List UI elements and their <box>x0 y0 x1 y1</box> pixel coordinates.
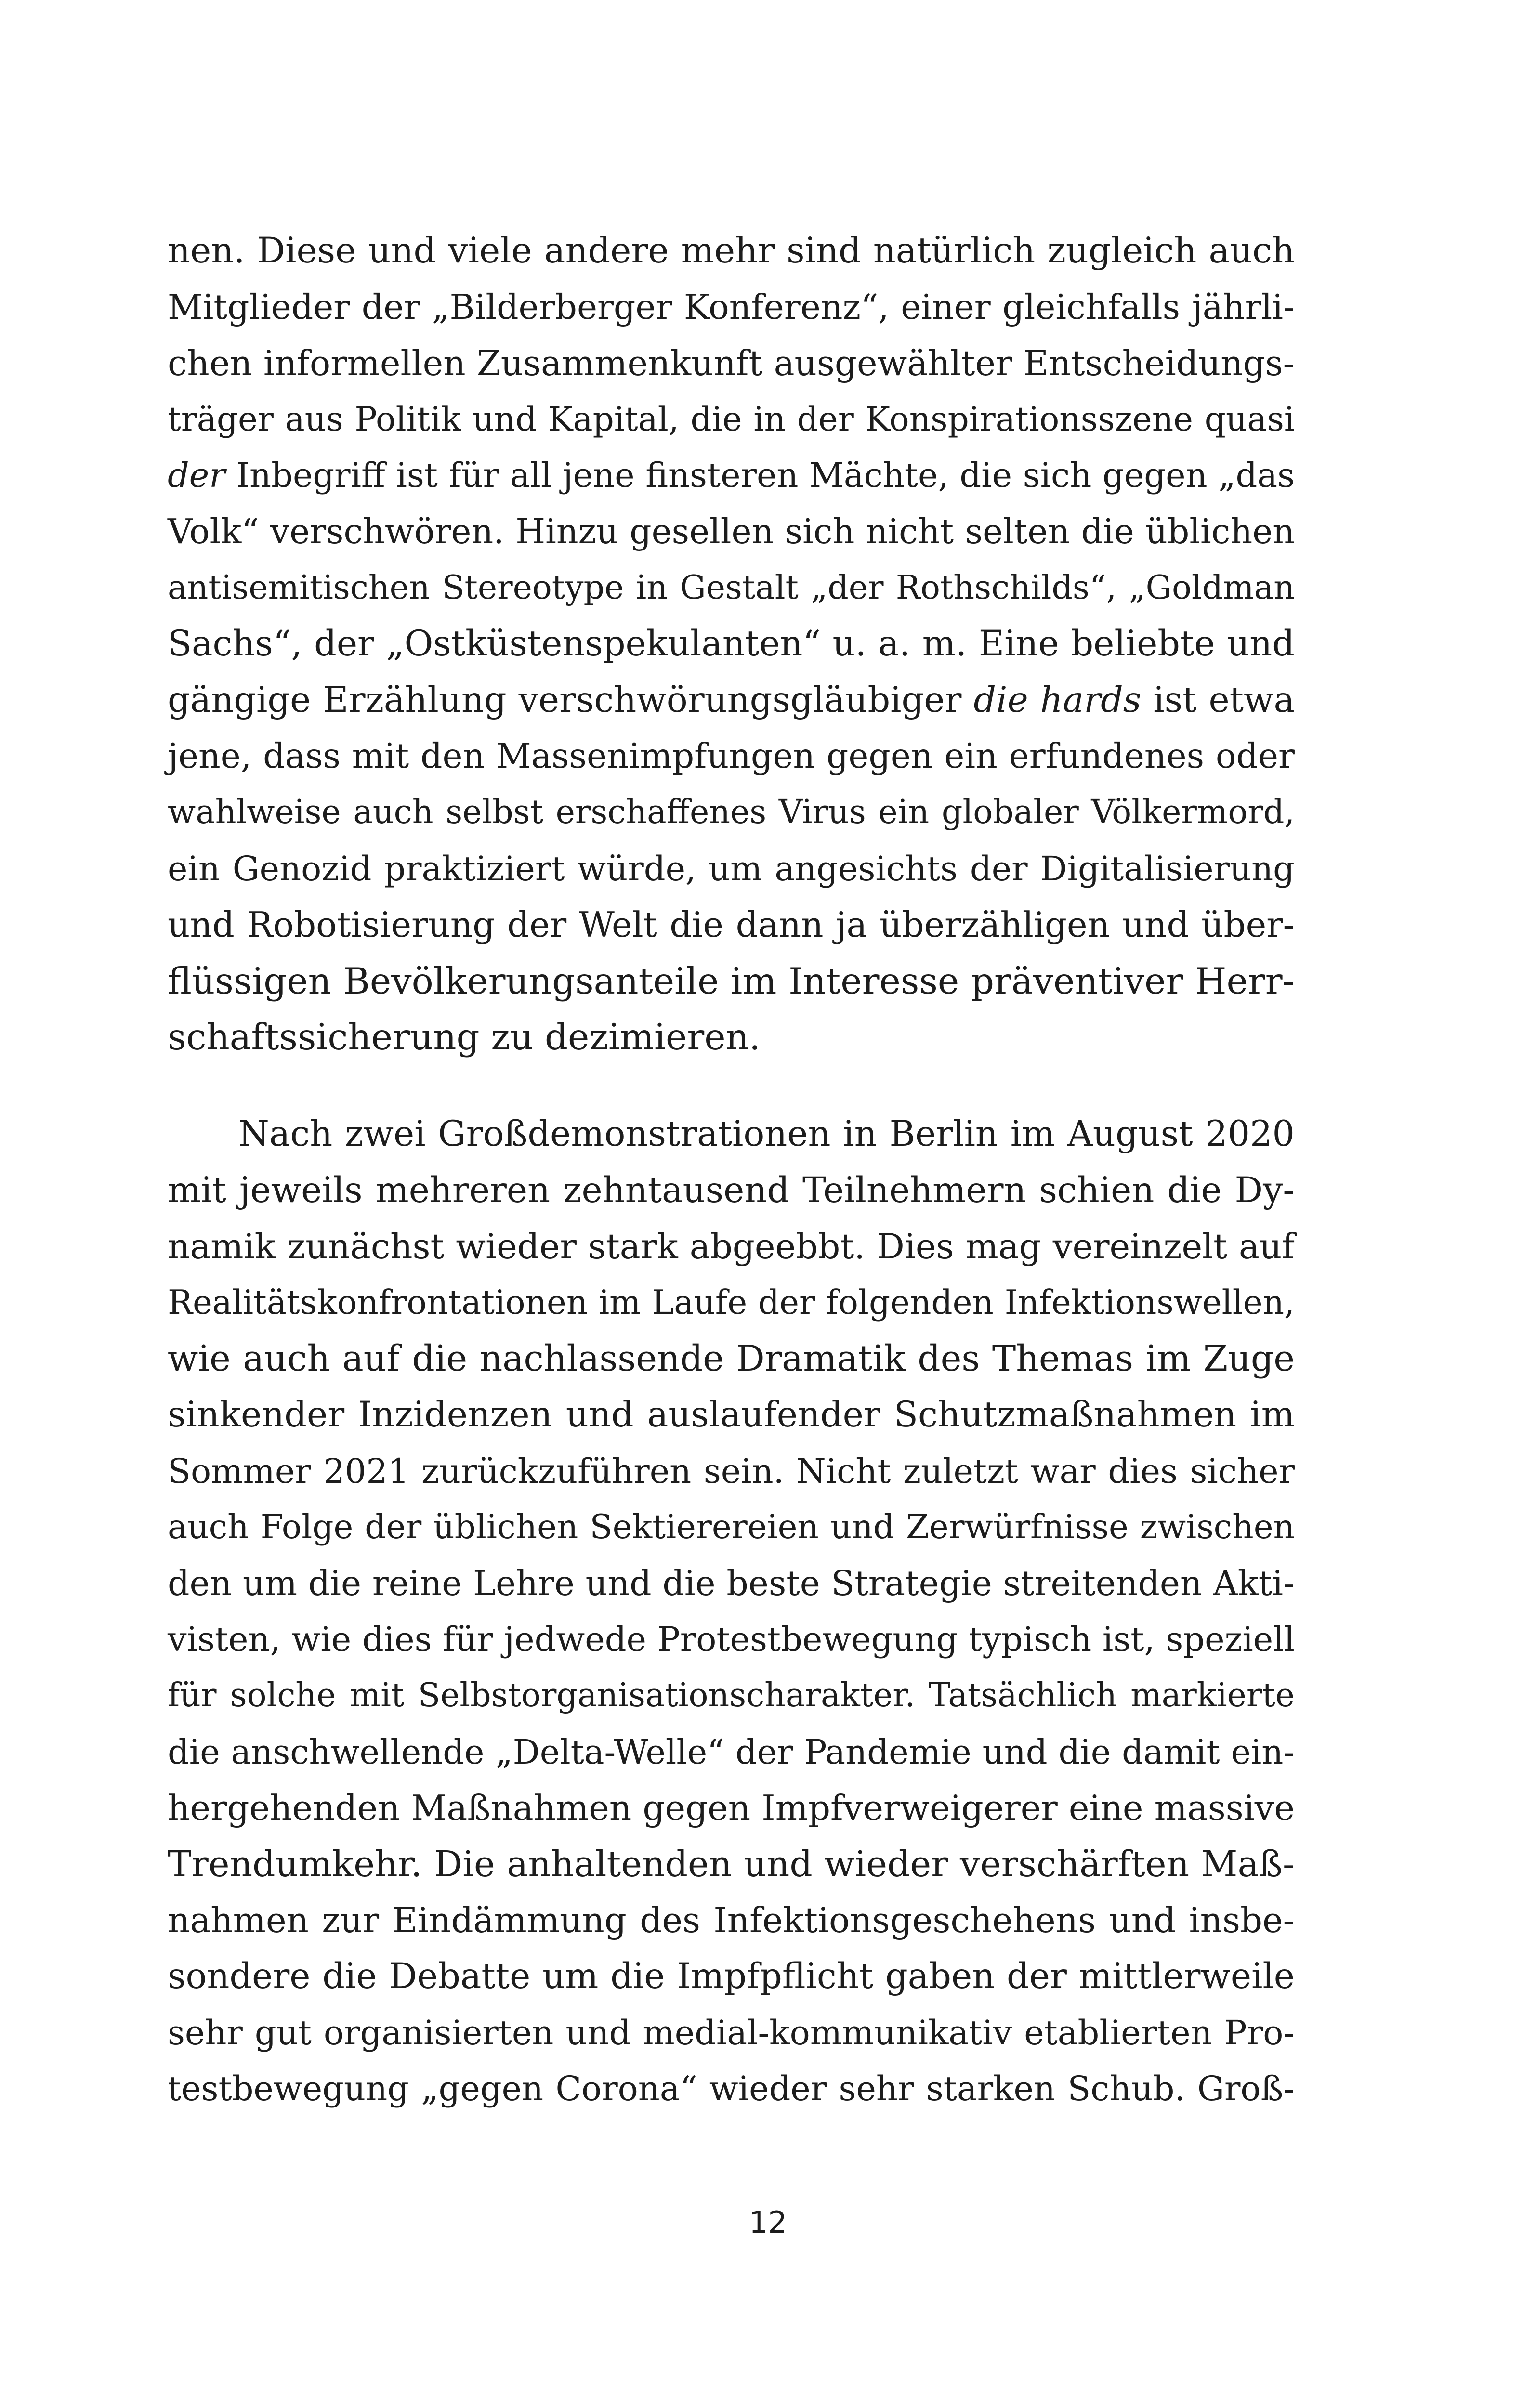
text-run: wahlweise auch selbst erschaffenes Virus ein globaler Völkermord, <box>168 793 1295 831</box>
text-run: flüssigen Bevölkerungsanteile im Interesse präventiver Herr- <box>168 960 1295 1002</box>
text-line <box>168 1892 1295 1949</box>
text-run: auch Folge der üblichen Sektierereien und Zerwürfnisse zwischen <box>168 1508 1295 1546</box>
text-line <box>168 222 1295 279</box>
text-run: namik zunächst wieder stark abgeebbt. Dies mag vereinzelt auf <box>168 1226 1295 1267</box>
text-line <box>168 1611 1295 1668</box>
text-line <box>168 1008 1295 1065</box>
text-line <box>168 503 1295 560</box>
text-run: mit jeweils mehreren zehntausend Teilnehmern schien die Dy- <box>168 1170 1295 1211</box>
text-line <box>168 1274 1295 1331</box>
text-run: Trendumkehr. Die anhaltenden und wieder verschärften Maß- <box>168 1844 1295 1885</box>
text-run: Sachs“, der „Ostküstenspekulanten“ u. a. m. Eine beliebte und <box>168 623 1295 664</box>
text-line <box>168 1948 1295 2005</box>
text-run: ist etwa <box>1141 680 1295 720</box>
text-line <box>238 1106 1295 1163</box>
text-run: schaftssicherung zu dezimieren. <box>168 1016 761 1058</box>
text-run: ein Genozid praktiziert würde, um angesichts der Digitalisierung <box>168 849 1295 889</box>
text-run: träger aus Politik und Kapital, die in der Konspirationsszene quasi <box>168 400 1295 439</box>
text-line <box>168 1836 1295 1893</box>
text-run: und Robotisierung der Welt die dann ja überzähligen und über- <box>168 904 1295 945</box>
text-run: testbewegung „gegen Corona“ wieder sehr starken Schub. Groß- <box>168 2069 1295 2108</box>
text-run: Sommer 2021 zurückzuführen sein. Nicht zuletzt war dies sicher <box>168 1452 1295 1491</box>
text-line <box>168 1780 1295 1836</box>
text-line <box>168 1218 1295 1275</box>
page-number: 12 <box>749 2205 787 2240</box>
text-line <box>168 391 1295 448</box>
text-run: Nach zwei Großdemonstrationen in Berlin im August 2020 <box>238 1113 1295 1154</box>
text-line <box>168 1724 1295 1780</box>
text-line <box>168 728 1295 785</box>
text-line <box>168 896 1295 953</box>
text-line <box>168 1667 1295 1724</box>
text-run: hergehenden Maßnahmen gegen Impfverweigerer eine massive <box>168 1788 1295 1828</box>
text-run: visten, wie dies für jedwede Protestbewegung typisch ist, speziell <box>168 1620 1295 1659</box>
text-run: sondere die Debatte um die Impfpflicht gaben der mittlerweile <box>168 1956 1295 1997</box>
text-run: nahmen zur Eindämmung des Infektionsgeschehens und insbe- <box>168 1900 1295 1940</box>
text-run: Inbegriff ist für all jene finsteren Mächte, die sich gegen „das <box>225 456 1295 495</box>
text-run: die anschwellende „Delta-Welle“ der Pandemie und die damit ein- <box>168 1732 1295 1772</box>
text-run: jene, dass mit den Massenimpfungen gegen ein erfundenes oder <box>168 736 1295 776</box>
text-line <box>168 1499 1295 1556</box>
italic-text: der <box>168 456 225 495</box>
text-line <box>168 672 1295 729</box>
text-run: Realitätskonfrontationen im Laufe der folgenden Infektionswellen, <box>168 1283 1295 1322</box>
text-run: Volk“ verschwören. Hinzu gesellen sich nicht selten die üblichen <box>168 511 1295 551</box>
text-line <box>168 840 1295 897</box>
text-run: nen. Diese und viele andere mehr sind natürlich zugleich auch <box>168 230 1295 271</box>
text-run: sehr gut organisierten und medial-kommunikativ etablierten Pro- <box>168 2013 1295 2053</box>
text-line <box>168 279 1295 336</box>
text-run: chen informellen Zusammenkunft ausgewählter Entscheidungs- <box>168 343 1295 383</box>
text-line <box>168 2004 1295 2061</box>
text-line <box>168 615 1295 672</box>
text-line <box>168 1443 1295 1500</box>
text-line <box>168 1162 1295 1219</box>
text-run: wie auch auf die nachlassende Dramatik des Themas im Zuge <box>168 1338 1295 1379</box>
italic-text: die hards <box>973 680 1142 720</box>
text-line <box>168 784 1295 841</box>
text-line <box>168 2060 1295 2117</box>
text-run: Mitglieder der „Bilderberger Konferenz“, einer gleichfalls jährli- <box>168 287 1295 327</box>
text-run: für solche mit Selbstorganisationscharakter. Tatsächlich markierte <box>168 1676 1295 1714</box>
text-run: antisemitischen Stereotype in Gestalt „der Rothschilds“, „Goldman <box>168 569 1295 607</box>
text-line <box>168 1387 1295 1443</box>
text-line <box>168 1555 1295 1612</box>
text-run: den um die reine Lehre und die beste Strategie streitenden Akti- <box>168 1563 1295 1603</box>
text-run: gängige Erzählung verschwörungsgläubiger <box>168 680 974 720</box>
text-line <box>168 447 1295 504</box>
text-line <box>168 560 1295 616</box>
text-line <box>168 335 1295 392</box>
text-run: sinkender Inzidenzen und auslaufender Schutzmaßnahmen im <box>168 1394 1295 1435</box>
text-line <box>168 1330 1295 1387</box>
text-line <box>168 953 1295 1009</box>
